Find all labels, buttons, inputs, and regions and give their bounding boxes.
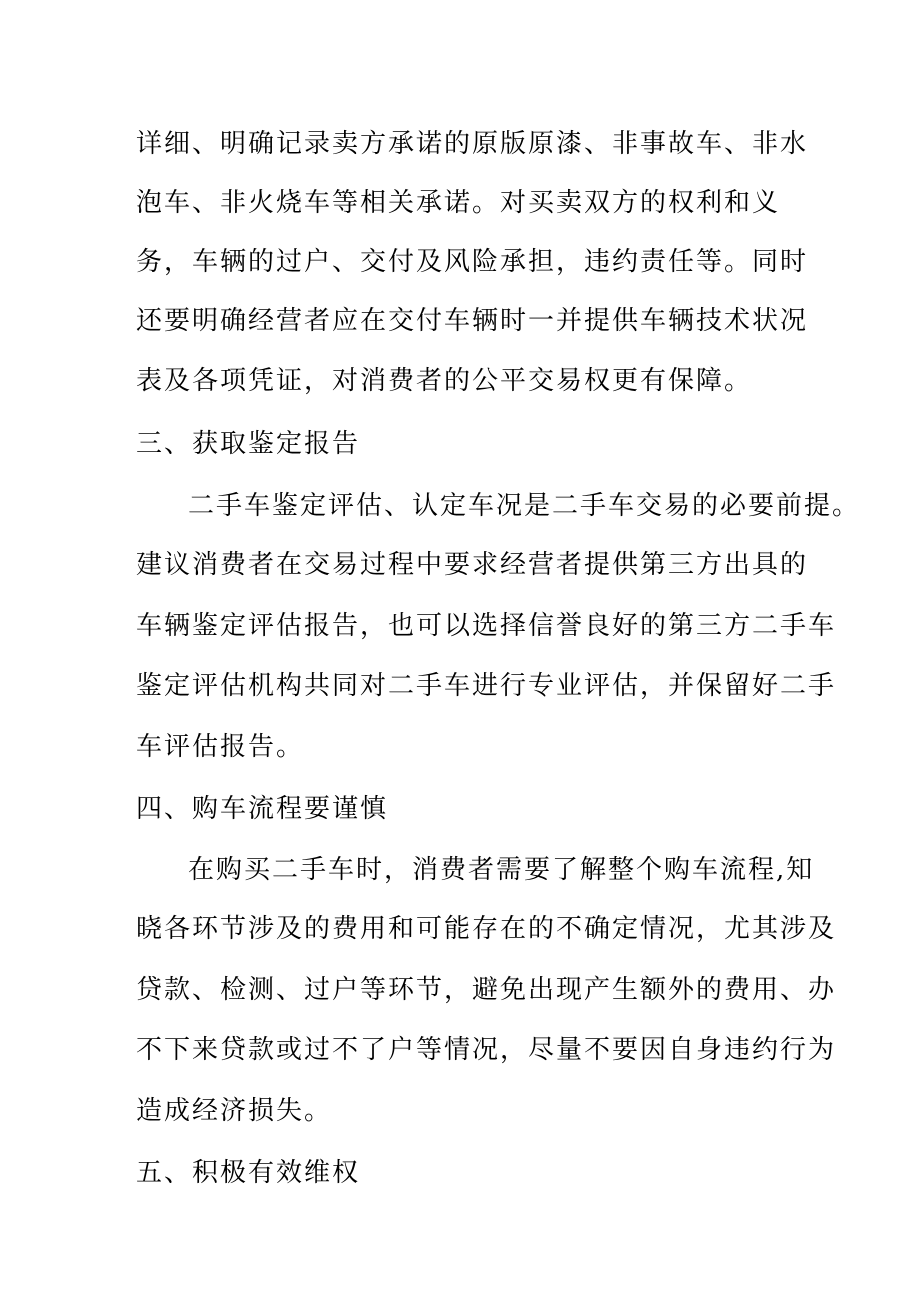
paragraph-line: 泡车、非火烧车等相关承诺。对买卖双方的权利和义 [136,188,781,218]
section-heading-3: 三、获取鉴定报告 [136,429,361,459]
paragraph-line: 贷款、检测、过户等环节，避免出现产生额外的费用、办 [136,975,837,1005]
paragraph-line: 二手车鉴定评估、认定车况是二手车交易的必要前提。 [188,491,861,521]
paragraph-line: 建议消费者在交易过程中要求经营者提供第三方出具的 [136,550,809,580]
section-heading-5: 五、积极有效维权 [136,1158,361,1188]
paragraph-line: 鉴定评估机构共同对二手车进行专业评估，并保留好二手 [136,671,837,701]
paragraph-line: 在购买二手车时，消费者需要了解整个购车流程,知 [188,855,815,885]
paragraph-line: 还要明确经营者应在交付车辆时一并提供车辆技术状况 [136,306,809,336]
paragraph-line: 务，车辆的过户、交付及风险承担，违约责任等。同时 [136,247,809,277]
paragraph-line: 造成经济损失。 [136,1096,333,1126]
paragraph-line: 车评估报告。 [136,732,305,762]
paragraph-line: 表及各项凭证，对消费者的公平交易权更有保障。 [136,366,753,396]
paragraph-line: 晓各环节涉及的费用和可能存在的不确定情况，尤其涉及 [136,914,837,944]
paragraph-line: 车辆鉴定评估报告，也可以选择信誉良好的第三方二手车 [136,611,837,641]
paragraph-line: 详细、明确记录卖方承诺的原版原漆、非事故车、非水 [136,129,809,159]
section-heading-4: 四、购车流程要谨慎 [136,794,389,824]
paragraph-line: 不下来贷款或过不了户等情况，尽量不要因自身违约行为 [136,1035,837,1065]
